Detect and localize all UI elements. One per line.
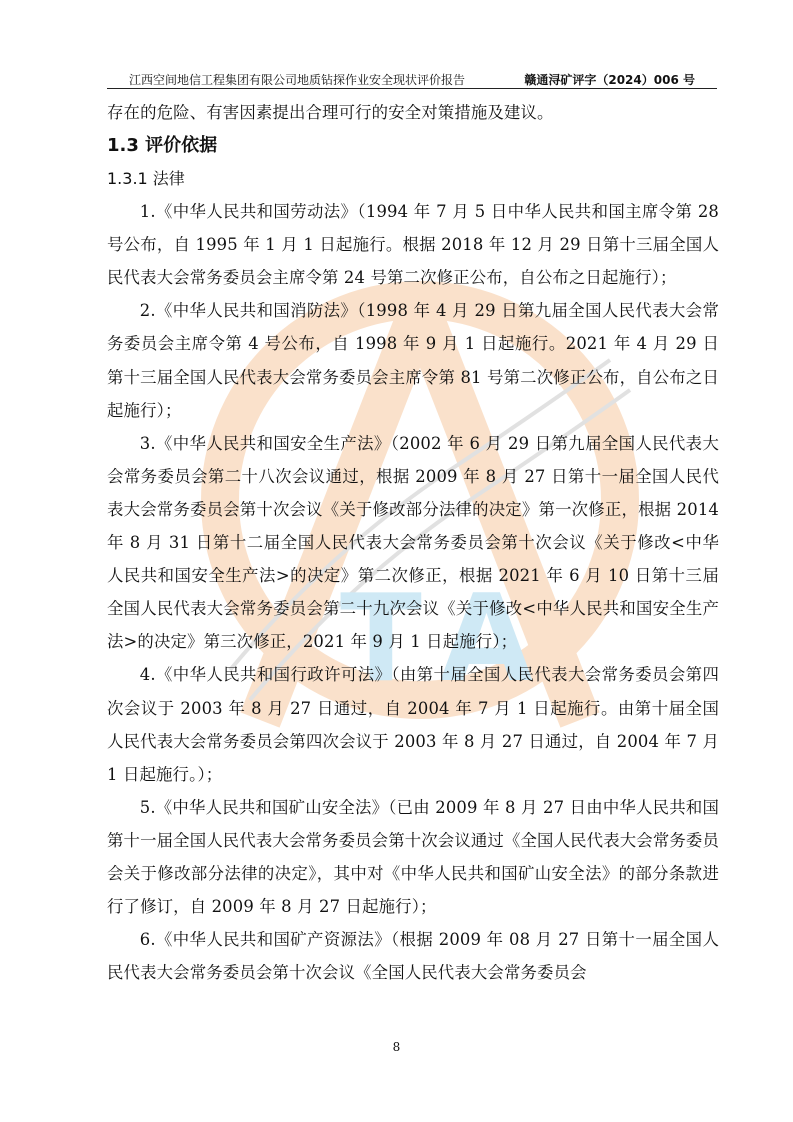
header-document-number: 赣通浔矿评字（2024）006 号 [524,73,695,87]
subsection-heading: 1.3.1 法律 [107,169,185,189]
section-heading: 1.3 评价依据 [107,135,218,157]
page-header [107,68,717,89]
intro-paragraph: 存在的危险、有害因素提出合理可行的安全对策措施及建议。 [107,103,554,122]
law-item-6: 6.《中华人民共和国矿产资源法》（根据 2009 年 08 月 27 日第十一届全国人民代表大会常务委员会第十次会议《全国人民代表大会常务委员会 [107,930,719,983]
page-number: 8 [392,1040,401,1054]
header-report-title: 江西空间地信工程集团有限公司地质钻探作业安全现状评价报告 [129,73,466,87]
law-item-2: 2.《中华人民共和国消防法》（1998 年 4 月 29 日第九届全国人民代表大会常务委员会主席令第 4 号公布，自 1998 年 9 月 1 日起施行。2021 年 4 月 29 日第十三届全国人民代表大会常务委员会主席令第 81 号第二次修正公布，自公布之日起施行）； [107,301,719,420]
watermark-letter-t: T [340,570,422,709]
law-item-5: 5.《中华人民共和国矿山安全法》（已由 2009 年 8 月 27 日由中华人民共和国第十一届全国人民代表大会常务委员会第十次会议通过《全国人民代表大会常务委员会关于修改部分法律的决定》，其中对《中华人民共和国矿山安全法》的部分条款进行了修订，自 2009 年 8 月 27 日起施行）； [107,797,720,917]
watermark-letter-a: A [440,570,533,709]
law-item-3: 3.《中华人民共和国安全生产法》（2002 年 6 月 29 日第九届全国人民代表大会常务委员会第二十八次会议通过，根据 2009 年 8 月 27 日第十一届全国人民代表大会常务委员会第十次会议《关于修改部分法律的决定》第一次修正，根据 2014 年 8 月 31 日第十二届全国人民代表大会常务委员会第十次会议《关于修改<中华人民共和国安全生产法>的决定》第二次修正，根据 2021 年 6 月 10 日第十三届全国人民代表大会常务委员会第二十九次会议《关于修改<中华人民共和国安全生产法>的决定》第三次修正，2021 年 9 月 1 日起施行）； [107,433,719,652]
page-body [107,96,719,989]
law-item-1: 1.《中华人民共和国劳动法》（1994 年 7 月 5 日中华人民共和国主席令第 28 号公布，自 1995 年 1 月 1 日起施行。根据 2018 年 12 月 29 日第十三届全国人民代表大会常务委员会主席令第 24 号第二次修正公布，自公布之日起施行）； [107,202,719,288]
law-item-4: 4.《中华人民共和国行政许可法》（由第十届全国人民代表大会常务委员会第四次会议于 2003 年 8 月 27 日通过，自 2004 年 7 月 1 日起施行。由第十届全国人民代表大会常务委员会第四次会议于 2003 年 8 月 27 日通过，自 2004 年 7 月 1 日起施行。）； [107,665,719,784]
